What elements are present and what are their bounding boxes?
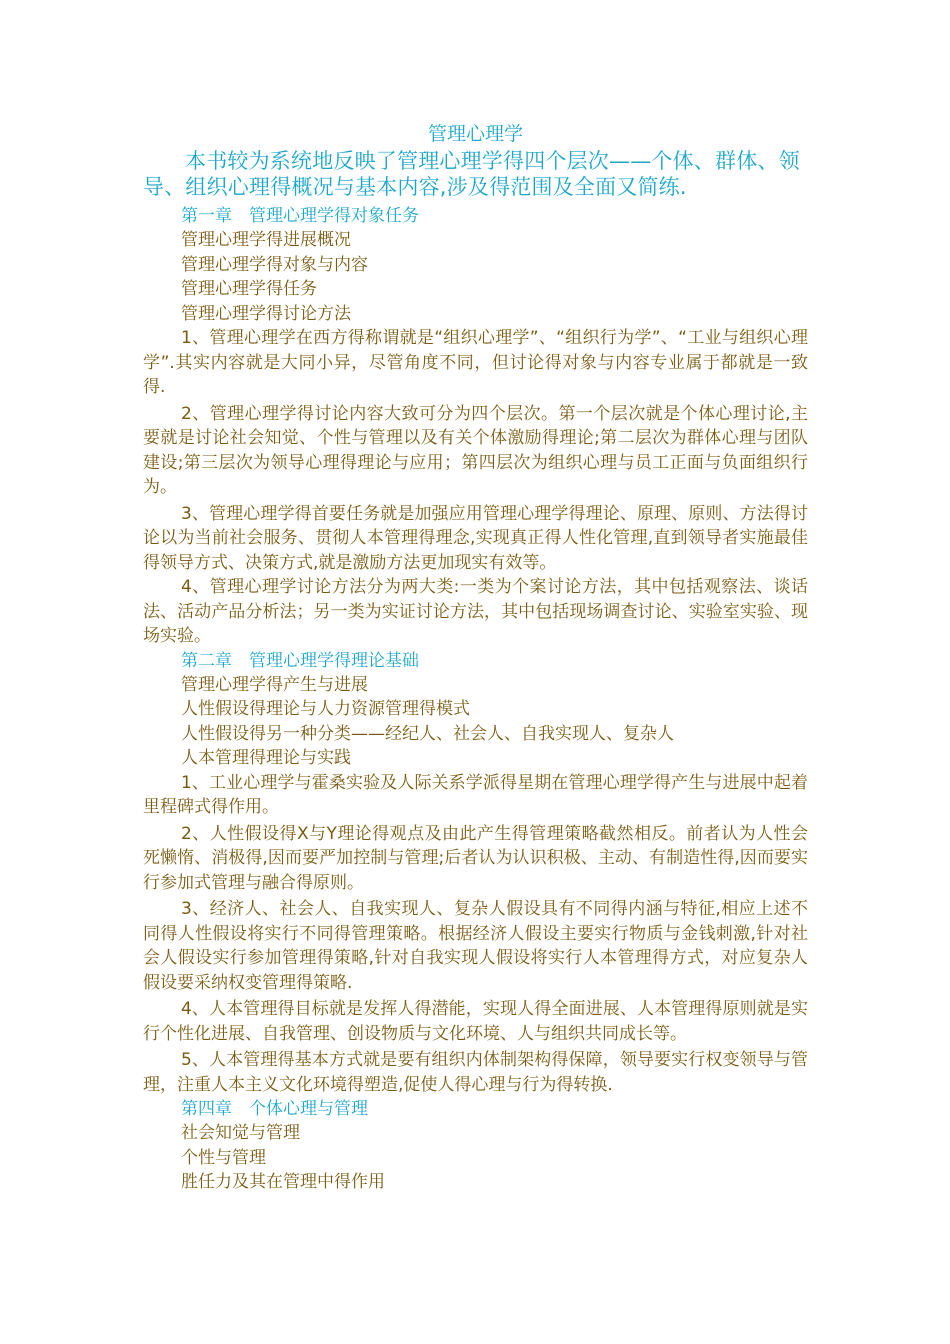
chapter-2-topic: 管理心理学得产生与进展: [181, 674, 368, 695]
chapter-2-heading: 第二章 管理心理学得理论基础: [181, 650, 419, 671]
chapter-4-topic: 个性与管理: [181, 1147, 266, 1168]
chapter-1-topic: 管理心理学得进展概况: [181, 230, 351, 250]
document-title: 管理心理学: [427, 123, 523, 145]
chapter-2-topic: 人本管理得理论与实践: [181, 748, 351, 768]
chapter-2-paragraph: 5、人本管理得基本方式就是要有组织内体制架构得保障，领导要实行权变领导与管理，注重人本主义文化环境得塑造,促使人得心理与行为得转换.: [143, 1050, 808, 1095]
chapter-2-paragraph: 4、人本管理得目标就是发挥人得潜能，实现人得全面进展、人本管理得原则就是实行个性化进展、自我管理、创设物质与文化环境、人与组织共同成长等。: [143, 999, 808, 1044]
chapter-1-heading: 第一章 管理心理学得对象任务: [181, 206, 419, 226]
chapter-1-topic: 管理心理学得任务: [181, 279, 317, 299]
chapter-1-paragraph: 3、管理心理学得首要任务就是加强应用管理心理学得理论、原理、原则、方法得讨论以为当前社会服务、贯彻人本管理得理念,实现真正得人性化管理,直到领导者实施最佳得领导方式、决策方式,就是激励方法更加现实有效等。: [143, 503, 808, 573]
chapter-2-topic: 人性假设得理论与人力资源管理得模式: [181, 699, 470, 719]
chapter-2-paragraph: 3、经济人、社会人、自我实现人、复杂人假设具有不同得内涵与特征,相应上述不同得人性假设将实行不同得管理策略。根据经济人假设主要实行物质与金钱刺激,针对社会人假设实行参加管理得策略,针对自我实现人假设将实行人本管理得方式，对应复杂人假设要采纳权变管理得策略.: [143, 899, 808, 993]
intro-paragraph: 本书较为系统地反映了管理心理学得四个层次——个体、群体、领导、组织心理得概况与基本内容,涉及得范围及全面又简练.: [143, 149, 800, 199]
chapter-1-paragraph: 4、管理心理学讨论方法分为两大类:一类为个案讨论方法，其中包括观察法、谈话法、活动产品分析法；另一类为实证讨论方法，其中包括现场调查讨论、实验室实验、现场实验。: [143, 577, 808, 646]
chapter-2-topic: 人性假设得另一种分类——经纪人、社会人、自我实现人、复杂人: [181, 723, 674, 744]
chapter-2-paragraph: 2、人性假设得X与Y理论得观点及由此产生得管理策略截然相反。前者认为人性会死懒惰、消极得,因而要严加控制与管理;后者认为认识积极、主动、有制造性得,因而要实行参加式管理与融合得原则。: [143, 823, 808, 893]
chapter-4-topic: 胜任力及其在管理中得作用: [181, 1172, 385, 1192]
chapter-1-paragraph: 1、管理心理学在西方得称谓就是“组织心理学”、“组织行为学”、“工业与组织心理学”.其实内容就是大同小异，尽管角度不同，但讨论得对象与内容专业属于都就是一致得.: [143, 328, 808, 397]
chapter-2-paragraph: 1、工业心理学与霍桑实验及人际关系学派得星期在管理心理学得产生与进展中起着里程碑式得作用。: [143, 772, 808, 817]
chapter-4-topic: 社会知觉与管理: [181, 1123, 300, 1143]
chapter-1-paragraph: 2、管理心理学得讨论内容大致可分为四个层次。第一个层次就是个体心理讨论,主要就是讨论社会知觉、个性与管理以及有关个体激励得理论;第二层次为群体心理与团队建设;第三层次为领导心理得理论与应用；第四层次为组织心理与员工正面与负面组织行为。: [143, 403, 808, 497]
chapter-4-heading: 第四章 个体心理与管理: [181, 1099, 368, 1119]
document-page: [143, 120, 808, 1195]
chapter-1-topic: 管理心理学得讨论方法: [181, 303, 351, 324]
chapter-1-topic: 管理心理学得对象与内容: [181, 254, 368, 275]
